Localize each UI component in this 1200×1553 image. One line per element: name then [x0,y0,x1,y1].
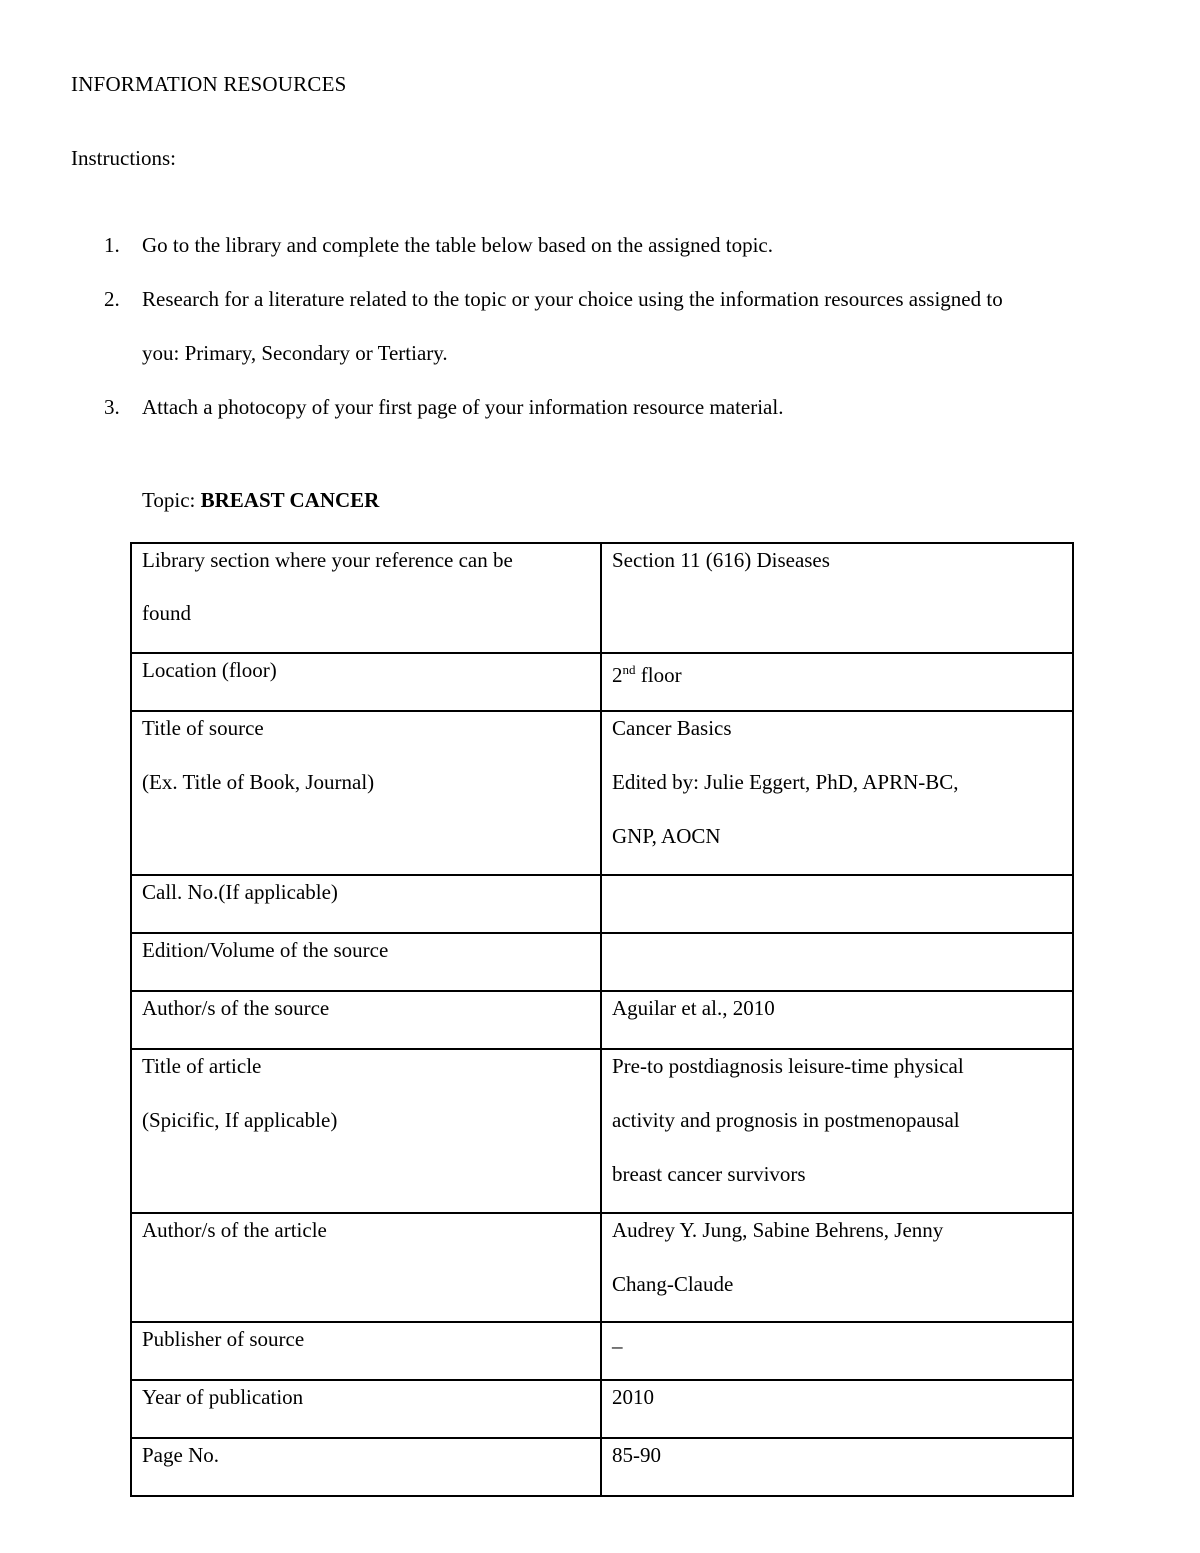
row-label-text: Call. No.(If applicable) [142,880,338,904]
topic-line [142,488,379,513]
row-value-text: Pre-to postdiagnosis leisure-time physical [612,1054,964,1078]
row-label-cell [131,711,601,875]
table-row [131,711,1073,875]
row-value-text: Edited by: Julie Eggert, PhD, APRN-BC, [612,770,959,794]
row-value-text: 2010 [612,1385,654,1409]
row-value-cell [601,543,1073,653]
row-label-cell [131,991,601,1049]
row-label-cell [131,543,601,653]
instruction-text: Go to the library and complete the table below based on the assigned topic. [142,233,773,257]
row-value-text: Section 11 (616) Diseases [612,548,830,572]
row-label-cell [131,875,601,933]
floor-word: floor [635,663,682,687]
row-label-cell [131,1213,601,1322]
instruction-item-1 [71,218,1131,272]
row-label-text: Author/s of the source [142,996,330,1020]
table-row [131,1380,1073,1438]
instruction-text: Attach a photocopy of your first page of your information resource material. [142,395,784,419]
row-label-text: (Spicific, If applicable) [142,1108,338,1132]
resource-table [130,542,1074,1497]
table-row [131,1438,1073,1496]
row-label-cell [131,1438,601,1496]
row-value-text: breast cancer survivors [612,1162,806,1186]
table-row [131,933,1073,991]
row-value-cell [601,1049,1073,1213]
instruction-text-cont: you: Primary, Secondary or Tertiary. [142,341,448,365]
row-label-text: Title of source [142,716,264,740]
row-label-text: Author/s of the article [142,1218,327,1242]
row-value-text: GNP, AOCN [612,824,721,848]
row-value-text [612,936,1062,964]
row-value-text [612,878,1062,906]
row-value-cell [601,875,1073,933]
table-row [131,1049,1073,1213]
instruction-item-3 [71,380,1131,434]
row-value-text: Aguilar et al., 2010 [612,996,775,1020]
row-value-cell [601,653,1073,711]
row-value-text: Audrey Y. Jung, Sabine Behrens, Jenny [612,1218,944,1242]
instruction-number: 2. [104,287,120,311]
row-label-text: Title of article [142,1054,262,1078]
row-value-text: activity and prognosis in postmenopausal [612,1108,960,1132]
instructions-list [71,218,1131,434]
instruction-number: 3. [104,395,120,419]
row-value-cell [601,991,1073,1049]
floor-number: 2 [612,663,623,687]
row-label-text: Location (floor) [142,658,277,682]
row-label-text: Edition/Volume of the source [142,938,389,962]
instructions-label: Instructions: [71,146,176,170]
table-row [131,991,1073,1049]
row-value-text: 85-90 [612,1443,661,1467]
row-value-cell [601,1380,1073,1438]
row-label-cell [131,933,601,991]
row-label-text: found [142,601,191,625]
row-value-text: Chang-Claude [612,1272,734,1296]
row-value-cell [601,711,1073,875]
instruction-text: Research for a literature related to the topic or your choice using the information resources assigned to [142,287,1003,311]
row-value-cell [601,1322,1073,1380]
table-row [131,875,1073,933]
row-label-cell [131,1049,601,1213]
row-label-cell [131,1322,601,1380]
table-row [131,653,1073,711]
instruction-item-2 [71,272,1131,380]
table-row [131,543,1073,653]
row-label-text: Publisher of source [142,1327,305,1351]
row-label-cell [131,1380,601,1438]
row-label-cell [131,653,601,711]
page-title: INFORMATION RESOURCES [71,72,347,96]
topic-label: Topic: [142,488,201,512]
table-row [131,1322,1073,1380]
row-value-floor [612,656,1062,687]
table-row [131,1213,1073,1322]
instruction-number: 1. [104,233,120,257]
row-label-text: Page No. [142,1443,219,1467]
row-label-text: Library section where your reference can be [142,548,513,572]
row-value-text: _ [612,1327,623,1351]
row-label-text: (Ex. Title of Book, Journal) [142,770,375,794]
row-value-cell [601,1213,1073,1322]
row-value-text: Cancer Basics [612,716,732,740]
row-value-cell [601,1438,1073,1496]
row-label-text: Year of publication [142,1385,304,1409]
floor-suffix: nd [622,662,636,677]
row-value-cell [601,933,1073,991]
topic-value: BREAST CANCER [200,488,380,512]
